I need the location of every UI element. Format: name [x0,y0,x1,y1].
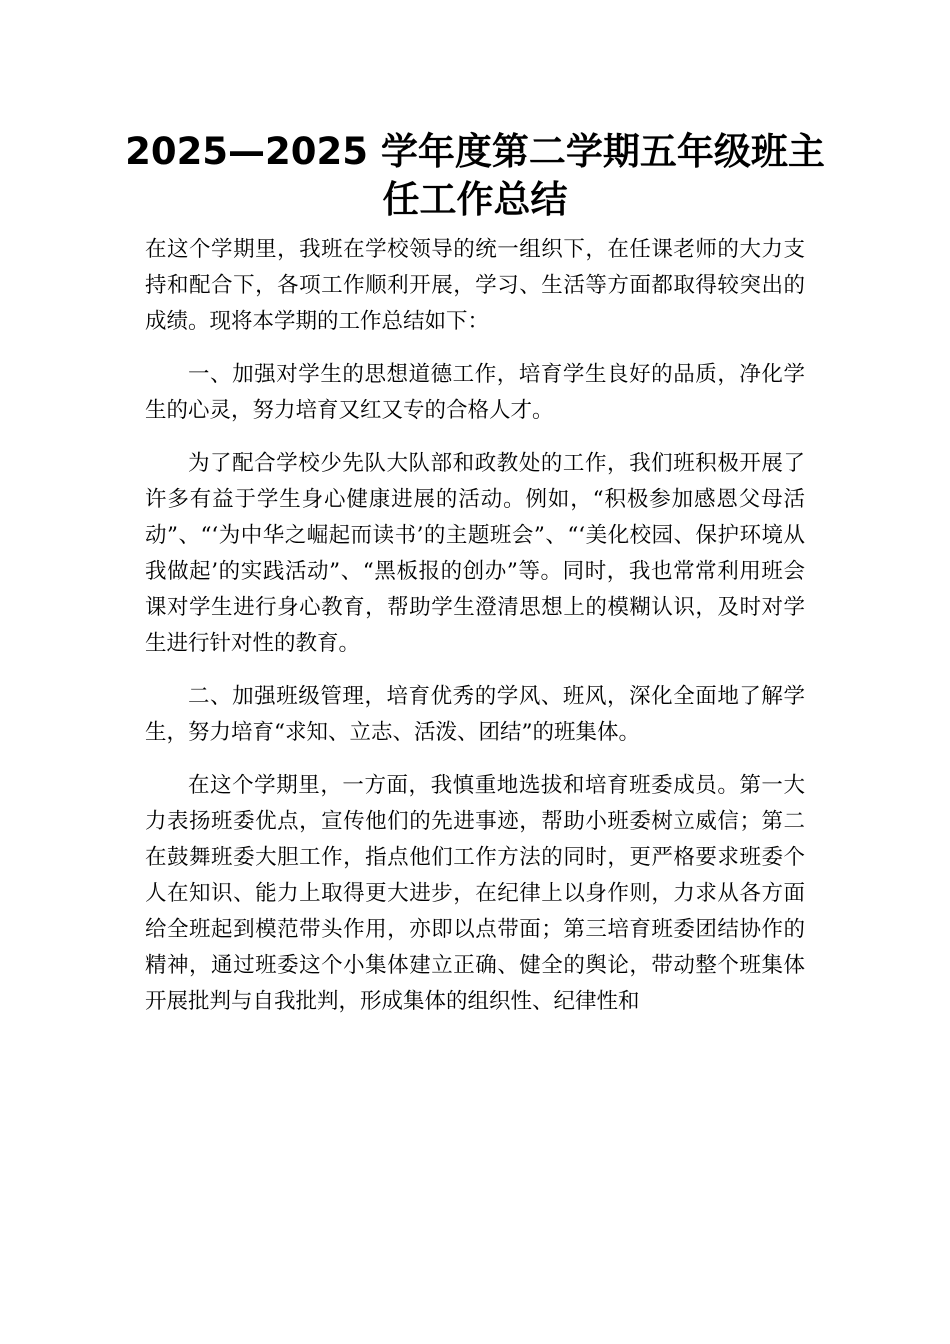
body-paragraph-2: 在这个学期里，一方面，我慎重地选拔和培育班委成员。第一大力表扬班委优点，宣传他们的先进事迹，帮助小班委树立威信；第二在鼓舞班委大胆工作，指点他们工作方法的同时，更严格要求班委个人在知识、能力上取得更大进步，在纪律上以身作则，力求从各方面给全班起到模范带头作用，亦即以点带面；第三培育班委团结协作的精神，通过班委这个小集体建立正确、健全的舆论，带动整个班集体开展批判与自我批判，形成集体的组织性、纪律性和 [145,773,805,1014]
body-paragraph-1: 为了配合学校少先队大队部和政教处的工作，我们班积极开展了许多有益于学生身心健康进展的活动。例如，“积极参加感恩父母活动”、“‘为中华之崛起而读书’的主题班会”、“‘美化校园、保护环境从我做起’的实践活动”、“黑板报的创办”等。同时，我也常常利用班会课对学生进行身心教育，帮助学生澄清思想上的模糊认识，及时对学生进行针对性的教育。 [145,451,805,656]
section-heading-1: 一、加强对学生的思想道德工作，培育学生良好的品质，净化学生的心灵，努力培育又红又专的合格人才。 [145,362,805,423]
intro-paragraph: 在这个学期里，我班在学校领导的统一组织下，在任课老师的大力支持和配合下，各项工作顺利开展，学习、生活等方面都取得较突出的成绩。现将本学期的工作总结如下： [145,237,805,334]
document-title: 2025—2025 学年度第二学期五年级班主任工作总结 [125,130,825,221]
document-body [145,232,805,1037]
section-heading-2: 二、加强班级管理，培育优秀的学风、班风，深化全面地了解学生，努力培育“求知、立志、活泼、团结”的班集体。 [145,684,805,745]
